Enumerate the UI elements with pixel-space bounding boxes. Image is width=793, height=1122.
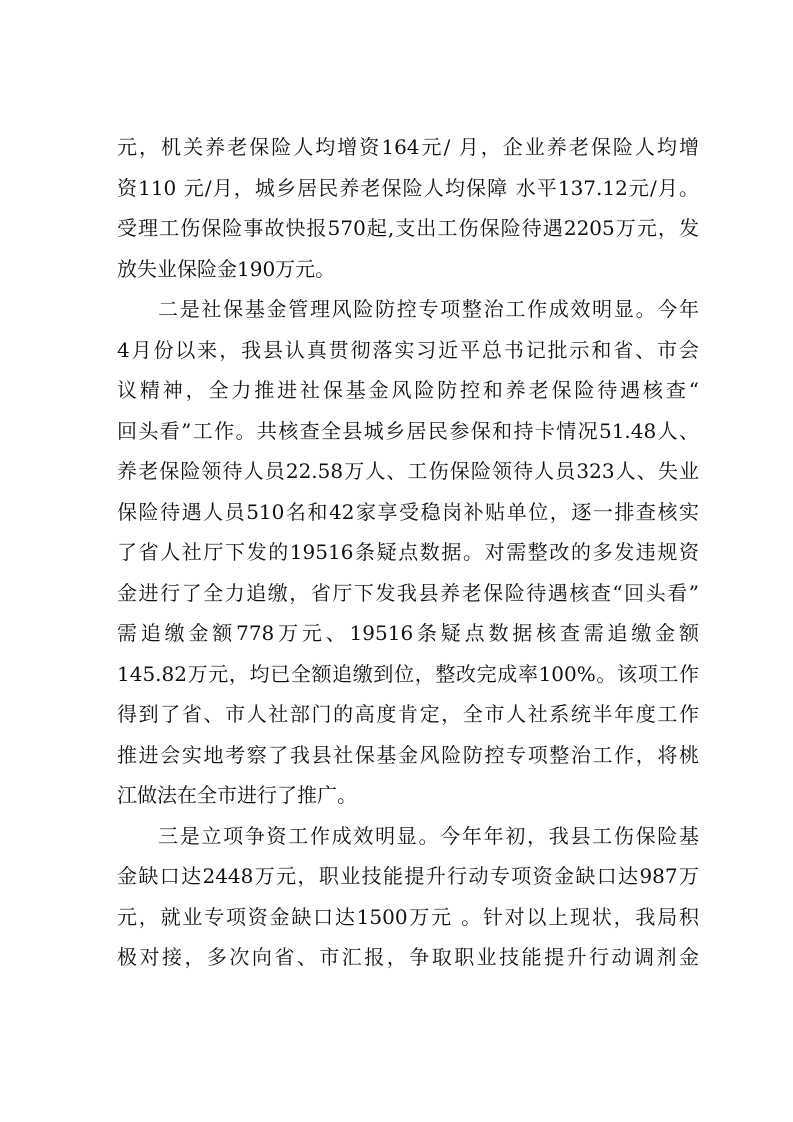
text-line: 回头看”工作。共核查全县城乡居民参保和持卡情况51.48人、	[117, 418, 699, 443]
text-line: 二是社保基金管理风险防控专项整治工作成效明显。今年	[158, 297, 699, 321]
text-line: 145.82万元，均已全额追缴到位，整改完成率100%。该项工作	[117, 661, 699, 686]
text-line: 议精神，全力推进社保基金风险防控和养老保险待遇核查“	[117, 378, 699, 402]
text-line: 元，机关养老保险人均增资164元/ 月，企业养老保险人均增	[117, 135, 699, 159]
text-line: 江做法在全市进行了推广。	[117, 783, 357, 807]
text-line: 受理工伤保险事故快报570起,支出工伤保险待遇2205万元，发	[117, 216, 699, 240]
paragraph-pension-benefits	[117, 127, 699, 289]
text-line: 推进会实地考察了我县社保基金风险防控专项整治工作，将桃	[117, 742, 699, 767]
paragraph-fund-risk-control	[117, 289, 699, 816]
text-line: 极对接，多次向省、市汇报，争取职业技能提升行动调剂金	[117, 945, 699, 969]
text-line: 元，就业专项资金缺口达1500万元 。针对以上现状，我局积	[117, 904, 699, 929]
text-line: 三是立项争资工作成效明显。今年年初，我县工伤保险基	[158, 823, 699, 848]
text-line: 了省人社厅下发的19516条疑点数据。对需整改的多发违规资	[117, 540, 699, 564]
text-line: 养老保险领待人员22.58万人、工伤保险领待人员323人、失业	[117, 459, 699, 483]
text-line: 放失业保险金190万元。	[117, 256, 336, 281]
paragraph-project-funding	[117, 816, 699, 978]
text-line: 4月份以来，我县认真贯彻落实习近平总书记批示和省、市会	[117, 337, 699, 362]
text-line: 得到了省、市人社部门的高度肯定，全市人社系统半年度工作	[117, 702, 699, 726]
text-line: 金进行了全力追缴，省厅下发我县养老保险待遇核查“回头看”	[117, 580, 699, 605]
text-line: 资110 元/月，城乡居民养老保险人均保障 水平137.12元/月。	[117, 175, 699, 200]
document-body	[117, 127, 699, 978]
text-line: 保险待遇人员510名和42家享受稳岗补贴单位，逐一排查核实	[117, 499, 699, 524]
text-line: 需追缴金额778万元、19516条疑点数据核查需追缴金额	[117, 621, 699, 645]
text-line: 金缺口达2448万元，职业技能提升行动专项资金缺口达987万	[117, 864, 699, 888]
